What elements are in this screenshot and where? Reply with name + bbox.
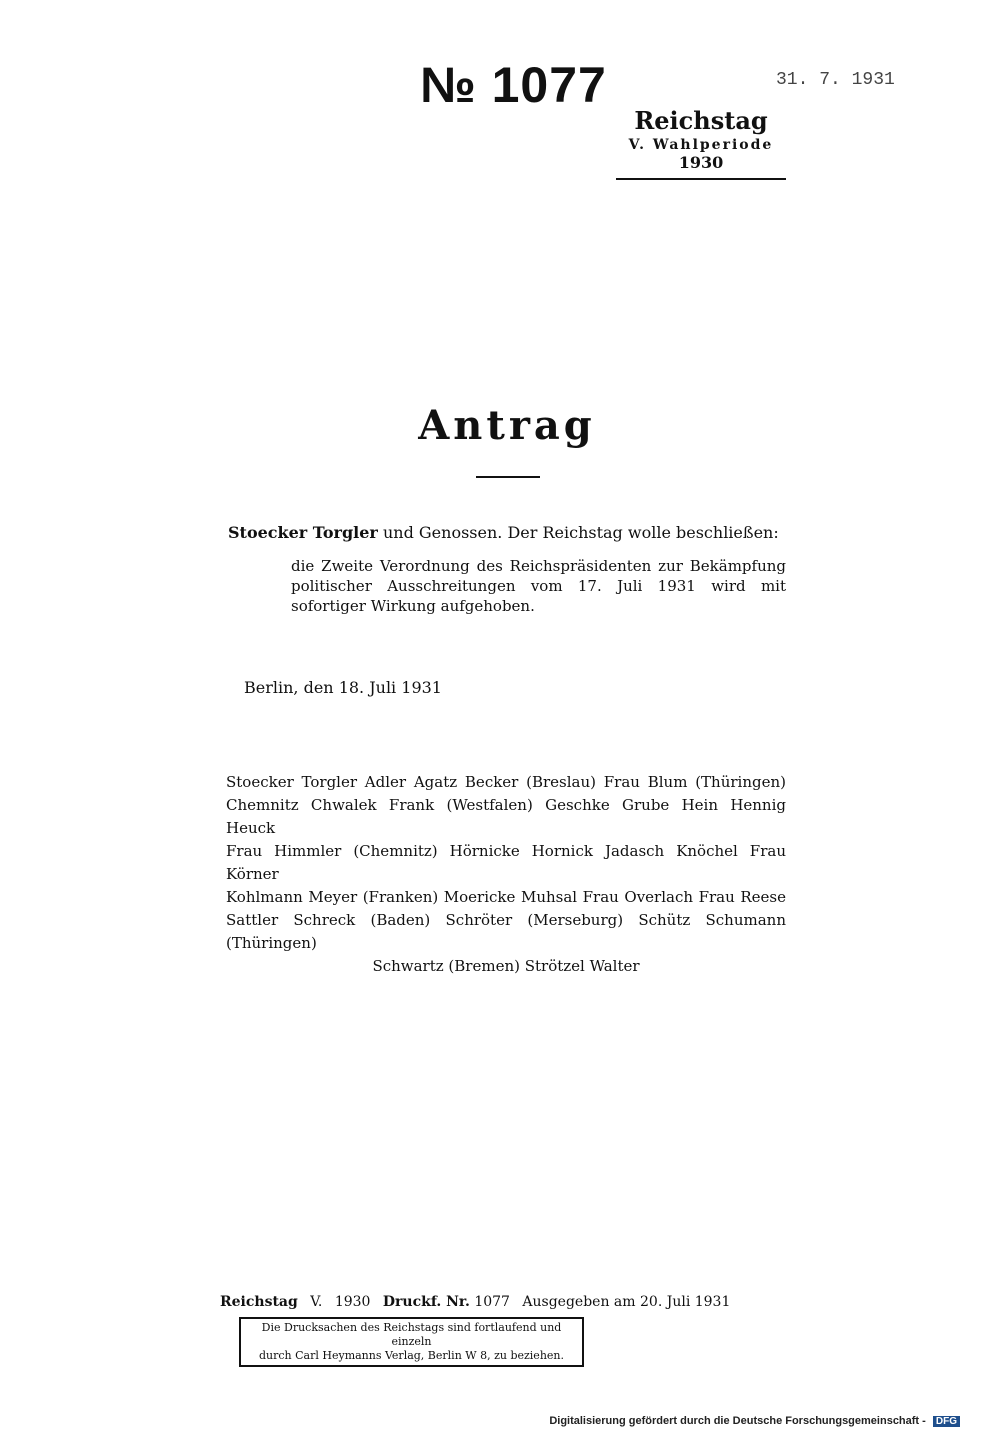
- signers-list: [226, 771, 786, 978]
- signer-line: Stoecker Torgler Adler Agatz Becker (Breslau) Frau Blum (Thüringen): [226, 773, 786, 791]
- reichstag-label: Reichstag: [634, 106, 768, 135]
- signer-line: Kohlmann Meyer (Franken) Moericke Muhsal Frau Overlach Frau Reese: [226, 888, 786, 906]
- date-stamp: 31. 7. 1931: [776, 70, 895, 90]
- footer-year: 1930: [334, 1294, 371, 1310]
- place-date: Berlin, den 18. Juli 1931: [244, 678, 442, 697]
- document-number: № 1077: [420, 57, 607, 113]
- year-label: 1930: [678, 153, 724, 172]
- signer-line: Frau Himmler (Chemnitz) Hörnicke Hornick Jadasch Knöchel Frau Körner: [226, 842, 786, 883]
- motion-text: die Zweite Verordnung des Reichspräsidenten zur Bekämpfung politischer Ausschreitungen vom 17. Juli 1931 wird mit sofortiger Wirkung aufgehoben.: [291, 557, 786, 615]
- footer-druck-label: Druckf. Nr.: [382, 1294, 470, 1310]
- reichstag-header: [616, 106, 786, 180]
- footer-reichstag: Reichstag: [220, 1294, 298, 1310]
- title-divider: [476, 476, 540, 478]
- intro-names: Stoecker Torgler: [228, 523, 378, 542]
- digitization-credit: [549, 1415, 960, 1427]
- signer-line: Chemnitz Chwalek Frank (Westfalen) Geschke Grube Hein Hennig Heuck: [226, 796, 786, 837]
- footer-period: V.: [310, 1294, 323, 1310]
- intro-text: und Genossen. Der Reichstag wolle beschließen:: [382, 523, 779, 542]
- credit-text: Digitalisierung gefördert durch die Deutsche Forschungsgemeinschaft -: [549, 1415, 926, 1427]
- publisher-notice-line: Die Drucksachen des Reichstags sind fortlaufend und einzeln: [261, 1321, 562, 1348]
- publisher-notice-line: durch Carl Heymanns Verlag, Berlin W 8, zu beziehen.: [259, 1349, 564, 1362]
- publisher-notice: [239, 1317, 584, 1367]
- footer-druck-number: 1077: [474, 1294, 510, 1310]
- footer-line: [220, 1294, 730, 1310]
- signer-line: Schwartz (Bremen) Strötzel Walter: [372, 957, 640, 975]
- signer-line: Sattler Schreck (Baden) Schröter (Merseburg) Schütz Schumann (Thüringen): [226, 911, 786, 952]
- motion-intro: [228, 523, 779, 542]
- header-underline: [616, 178, 786, 180]
- dfg-logo: DFG: [933, 1416, 960, 1427]
- period-label: V. Wahlperiode: [628, 137, 774, 153]
- footer-issued: Ausgegeben am 20. Juli 1931: [522, 1294, 731, 1310]
- document-title: Antrag: [418, 402, 596, 449]
